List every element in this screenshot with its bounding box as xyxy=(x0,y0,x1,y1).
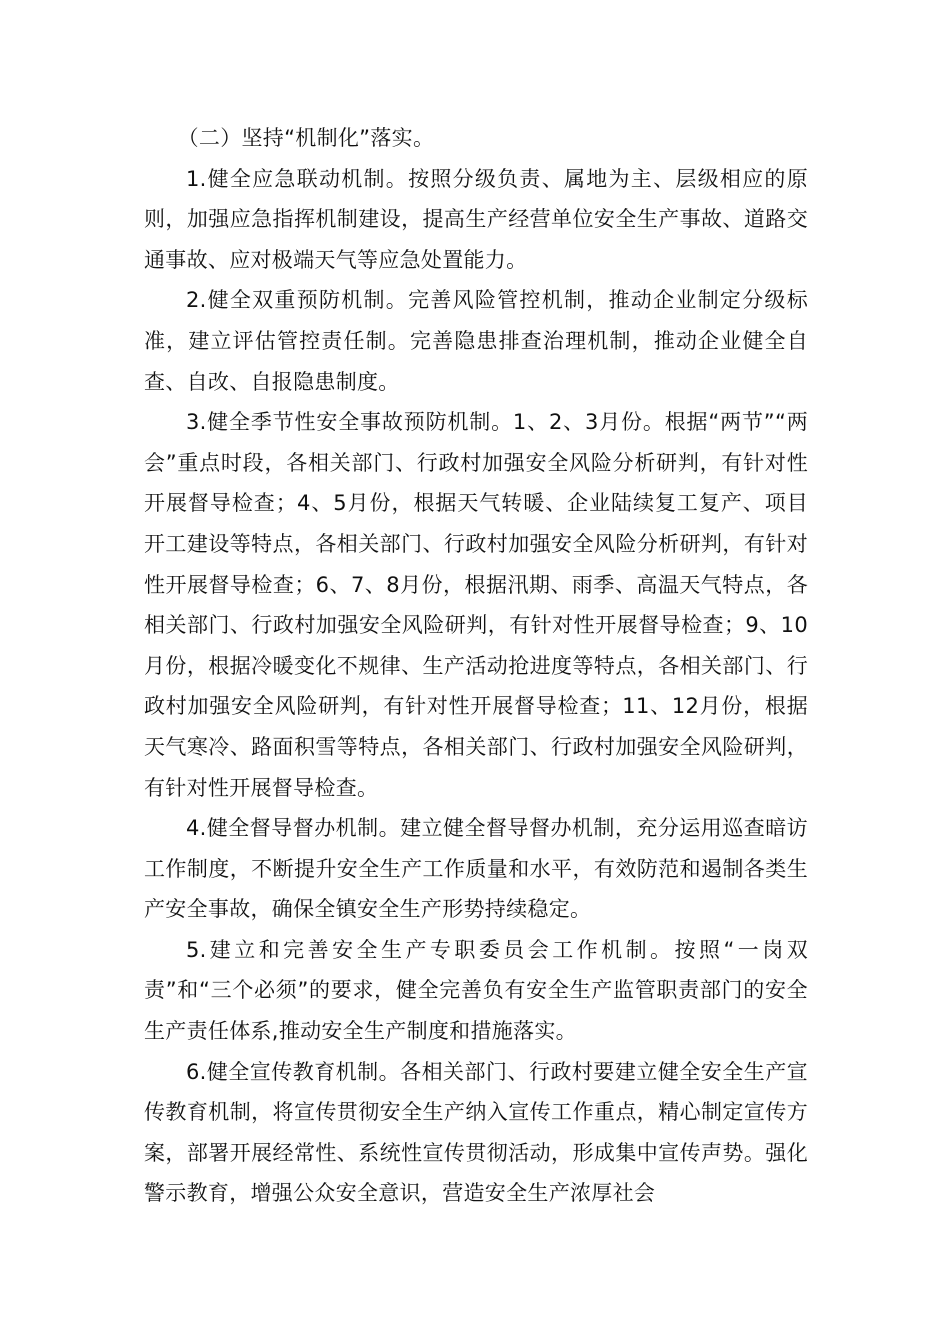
document-body xyxy=(144,118,808,1214)
paragraph-supervision: 4.健全督导督办机制。建立健全督导督办机制，充分运用巡查暗访工作制度，不断提升安全生产工作质量和水平，有效防范和遏制各类生产安全事故，确保全镇安全生产形势持续稳定。 xyxy=(144,816,808,922)
section-heading: （二）坚持“机制化”落实。 xyxy=(177,126,435,150)
paragraph-committee: 5.建立和完善安全生产专职委员会工作机制。按照“一岗双责”和“三个必须”的要求，健全完善负有安全生产监管职责部门的安全生产责任体系,推动安全生产制度和措施落实。 xyxy=(144,937,808,1044)
paragraph-emergency-linkage: 1.健全应急联动机制。按照分级负责、属地为主、层级相应的原则，加强应急指挥机制建设，提高生产经营单位安全生产事故、道路交通事故、应对极端天气等应急处置能力。 xyxy=(144,166,808,272)
paragraph-publicity-education: 6.健全宣传教育机制。各相关部门、行政村要建立健全安全生产宣传教育机制，将宣传贯彻安全生产纳入宣传工作重点，精心制定宣传方案，部署开展经常性、系统性宣传贯彻活动，形成集中宣传声势。强化警示教育，增强公众安全意识，营造安全生产浓厚社会 xyxy=(144,1059,808,1206)
paragraph-seasonal-prevention: 3.健全季节性安全事故预防机制。1、2、3月份。根据“两节”“两会”重点时段，各相关部门、行政村加强安全风险分析研判，有针对性开展督导检查；4、5月份，根据天气转暖、企业陆续复工复产、项目开工建设等特点，各相关部门、行政村加强安全风险分析研判，有针对性开展督导检查；6、7、8月份，根据汛期、雨季、高温天气特点，各相关部门、行政村加强安全风险研判，有针对性开展督导检查；9、10月份，根据冷暖变化不规律、生产活动抢进度等特点，各相关部门、行政村加强安全风险研判，有针对性开展督导检查；11、12月份，根据天气寒冷、路面积雪等特点，各相关部门、行政村加强安全风险研判，有针对性开展督导检查。 xyxy=(144,410,808,800)
paragraph-dual-prevention: 2.健全双重预防机制。完善风险管控机制，推动企业制定分级标准，建立评估管控责任制。完善隐患排查治理机制，推动企业健全自查、自改、自报隐患制度。 xyxy=(144,288,808,394)
